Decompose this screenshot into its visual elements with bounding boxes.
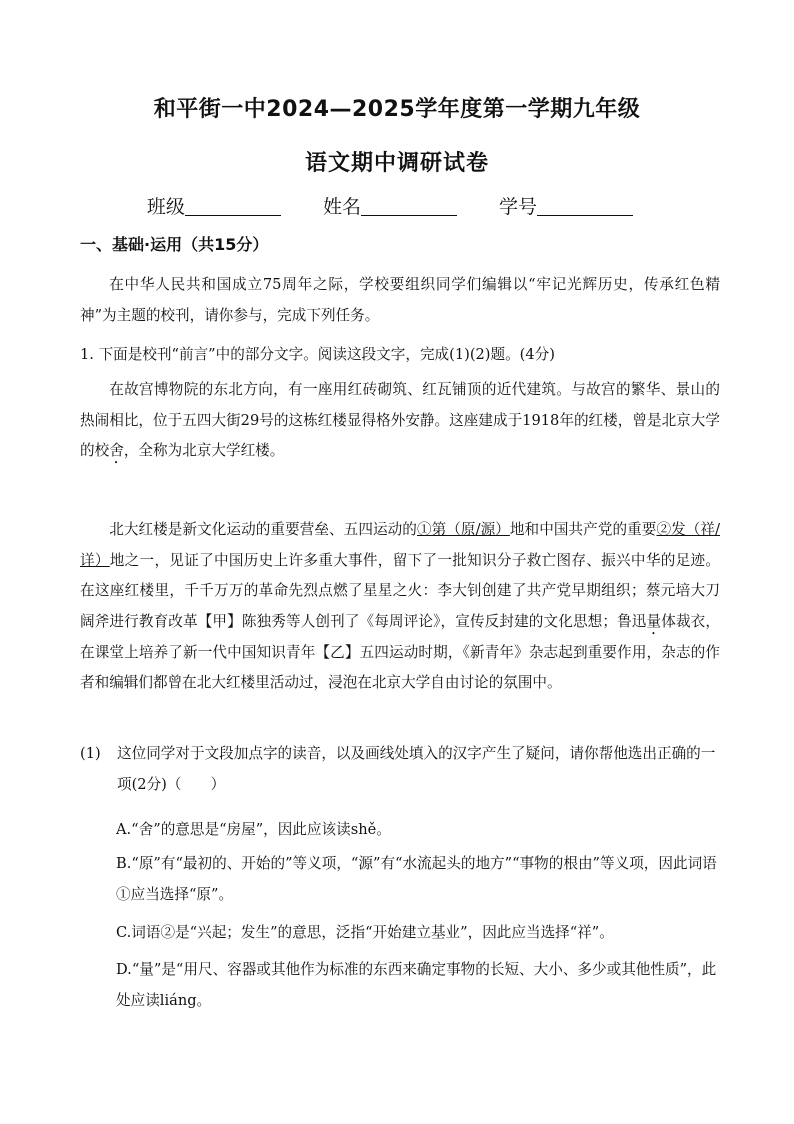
- student-id-label: 学号: [499, 196, 538, 218]
- option-d: D.“量”是“用尺、容器或其他作为标准的东西来确定事物的长短、大小、多少或其他性质”，此处应读liáng。: [116, 961, 717, 1009]
- section-heading: 一、基础·运用（共15分）: [80, 235, 269, 254]
- dotted-char-she: 舍: [109, 442, 124, 459]
- underlined-word-2: ②发（祥/详）: [80, 521, 720, 569]
- exam-title-line1: 和平街一中2024—2025学年度第一学期九年级: [153, 97, 641, 122]
- name-blank[interactable]: [361, 195, 457, 216]
- sub-question-1: [80, 739, 720, 800]
- name-label: 姓名: [322, 196, 361, 218]
- sub-question-number: (1): [80, 745, 101, 762]
- passage-paragraph-2: 北大红楼是新文化运动的重要营垒、五四运动的①第（原/源）地和中国共产党的重要②发（祥/详）地之一，见证了中国历史上许多重大事件，留下了一批知识分子救亡图存、振兴中华的足迹。在这座红楼里，千千万万的革命先烈点燃了星星之火：李大钊创建了共产党早期组织；蔡元培大刀阔斧进行教育改革【甲】陈独秀等人创刊了《每周评论》，宣传反封建的文化思想；鲁迅量体裁衣，在课堂上培养了新一代中国知识青年【乙】五四运动时期，《新青年》杂志起到重要作用，杂志的作者和编辑们都曾在北大红楼里活动过，浸泡在北京大学自由讨论的氛围中。: [80, 521, 720, 691]
- dotted-char-liang: 量: [646, 612, 662, 630]
- passage-paragraph-1: 在故宫博物院的东北方向，有一座用红砖砌筑、红瓦铺顶的近代建筑。与故宫的繁华、景山的热闹相比，位于五四大街29号的这栋红楼显得格外安静。这座建成于1918年的红楼，曾是北京大学的校舍，全称为北京大学红楼。: [80, 381, 720, 459]
- option-b: B.“原”有“最初的、开始的”等义项，“源”有“水流起头的地方”“事物的根由”等义项，因此词语①应当选择“原”。: [116, 855, 717, 903]
- option-c: C.词语②是“兴起；发生”的意思，泛指“开始建立基业”，因此应当选择“祥”。: [116, 924, 614, 941]
- option-a: A.“舍”的意思是“房屋”，因此应该读shě。: [116, 821, 391, 838]
- student-info-row: [0, 192, 794, 219]
- exam-title-line2: 语文期中调研试卷: [304, 151, 489, 176]
- class-label: 班级: [146, 196, 185, 218]
- question-1: 1. 下面是校刊“前言”中的部分文字。阅读这段文字，完成(1)(2)题。(4分): [80, 346, 555, 363]
- sub-question-text: 这位同学对于文段加点字的读音，以及画线处填入的汉字产生了疑问，请你帮他选出正确的一项(2分)（ ）: [117, 745, 716, 793]
- class-blank[interactable]: [185, 195, 281, 216]
- underlined-word-1: ①第（原/源）: [416, 521, 510, 538]
- student-id-blank[interactable]: [537, 195, 633, 216]
- section-intro: 在中华人民共和国成立75周年之际，学校要组织同学们编辑以“牢记光辉历史，传承红色精神”为主题的校刊，请你参与，完成下列任务。: [80, 276, 720, 324]
